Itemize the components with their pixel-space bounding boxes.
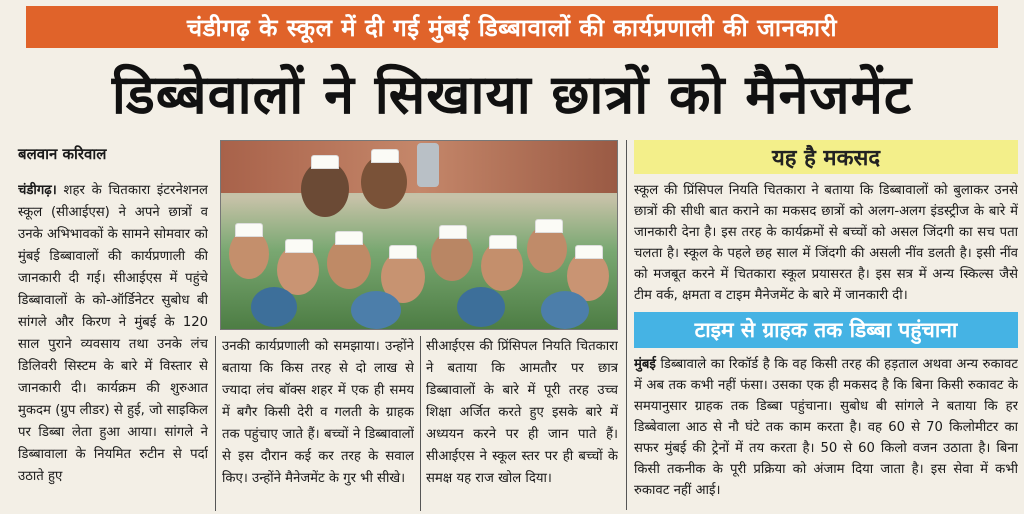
article-column-1-text: शहर के चितकारा इंटरनेशनल स्कूल (सीआईएस) ने अपने छात्रों व उनके अभिभावकों के सामने सोमवार को मुंबई डिब्बावालों की कार्यप्रणाली की जानकारी दी गई। सीआईएस में पहुंचे डिब्बावालों के को-ऑर्डिनेटर सुबोध बी सांगले और किरण ने मुंबई के 120 साल पुराने व्यवसाय तथा उनके लंच डिलिवरी सिस्टम के बारे में विस्तार से जानकारी दी। कार्यक्रम की शुरुआत मुकदम (ग्रुप लीडर) से हुई, जो साइकिल पर डिब्बा लेता हुआ आया। सांगले ने डिब्बावाला के नियमित रुटीन से पर्दा उठाते हुए — [18, 183, 208, 484]
photo-uniform — [251, 287, 297, 327]
photo-cap — [389, 245, 417, 259]
photo-cap — [489, 235, 517, 249]
photo-person — [361, 155, 407, 209]
kicker-banner — [26, 6, 998, 48]
sidebar-heading-purpose: यह है मकसद — [634, 140, 1018, 174]
photo-cap — [311, 155, 339, 169]
sidebar-text-delivery — [634, 354, 1018, 509]
photo-cap — [535, 219, 563, 233]
photo-cap — [335, 231, 363, 245]
photo-uniform — [457, 287, 505, 327]
sidebar-text-delivery-body: डिब्बावाले का रिकॉर्ड है कि वह किसी तरह की हड़ताल अथवा अन्य रुकावट में अब तक कभी नहीं फंसा। उसका एक ही मकसद है कि बिना किसी रुकावट के समयानुसार ग्राहक तक डिब्बा पहुंचाना। सुबोध बी सांगले ने बताया कि हर डिब्बेवाला आठ से नौ घंटे तक काम करता है। वह 60 से 70 किलोमीटर का सफर मुंबई की ट्रेनों में तय करता है। 50 से 60 किलो वजन उठाता है। बिना किसी तकनीक के पूरी प्रक्रिया को अंजाम दिया जाता है। इस सेवा में कभी रुकावट नहीं आई। — [634, 357, 1018, 498]
photo-uniform — [351, 291, 401, 329]
sidebar-heading-delivery: टाइम से ग्राहक तक डिब्बा पहुंचाना — [634, 312, 1018, 348]
kicker-text: चंडीगढ़ के स्कूल में दी गई मुंबई डिब्बावालों की कार्यप्रणाली की जानकारी — [186, 13, 838, 42]
column-divider — [420, 336, 421, 511]
article-column-3: सीआईएस की प्रिंसिपल नियति चितकारा ने बताया कि आमतौर पर छात्र डिब्बावालों के बारे में पूरी तरह उच्च शिक्षा अर्जित करते हुए इसके बारे में अध्ययन करने पर ही जान पाते हैं। सीआईएस ने स्कूल स्तर पर ही बच्चों के समक्ष यह राज खोल दिया। — [426, 339, 618, 486]
photo-cap — [439, 225, 467, 239]
photo-cap — [575, 245, 603, 259]
byline: बलवान करिवाल — [18, 145, 107, 163]
photo-cap — [285, 239, 313, 253]
photo-cap — [371, 149, 399, 163]
photo-cap — [235, 223, 263, 237]
sidebar-text-purpose: स्कूल की प्रिंसिपल नियति चितकारा ने बताया कि डिब्बावालों को बुलाकर उनसे छात्रों की सीधी बात कराने का मकसद छात्रों को अलग-अलग इंडस्ट्रीज के बारे में जानकारी देना है। इस तरह के कार्यक्रमों से बच्चों को असल जिंदगी का सच पता चलता है। स्कूल के पहले छह साल में जिंदगी की असली नींव डलती है। इसी नींव को मजबूत करने में चितकारा स्कूल प्रयासरत है। इस सत्र में अन्य स्किल्स जैसे टीम वर्क, क्षमता व टाइम मैनेजमेंट के बारे में जानकारी दी। — [634, 183, 1018, 303]
headline: डिब्बेवालों ने सिखाया छात्रों को मैनेजमेंट — [111, 63, 913, 126]
photo-person — [301, 161, 349, 217]
sidebar-lead-word: मुंबई — [634, 357, 656, 372]
photo-uniform — [541, 291, 589, 329]
photo-trophy — [417, 143, 439, 187]
column-divider — [626, 140, 627, 510]
article-column-1 — [18, 180, 208, 510]
article-photo — [220, 140, 618, 330]
article-column-2: उनकी कार्यप्रणाली को समझाया। उन्होंने बताया कि किस तरह से दो लाख से ज्यादा लंच बॉक्स शहर में एक ही समय में बगैर किसी देरी व गलती के ग्राहक तक पहुंचाए जाते हैं। बच्चों ने डिब्बावालों से इस दौरान कई कर तरह के सवाल किए। उन्होंने मैनेजमेंट के गुर भी सीखे। — [222, 339, 414, 486]
dateline: चंडीगढ़। — [18, 183, 57, 198]
column-divider — [215, 336, 216, 511]
